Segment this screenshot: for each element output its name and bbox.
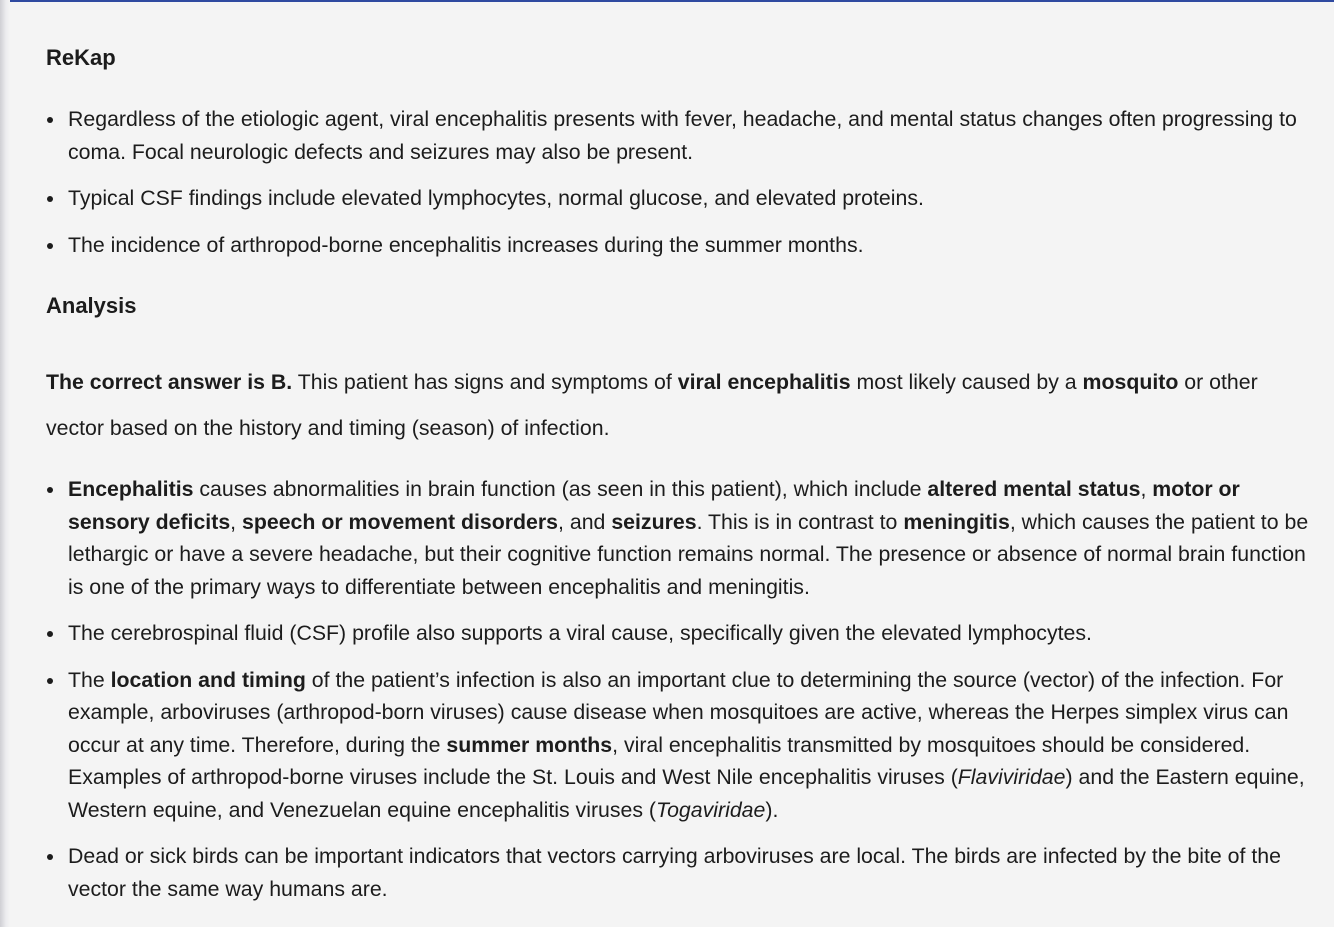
term-motor-sensory-deficits: motor or sensory deficits [68, 477, 1240, 534]
analysis-heading: Analysis [46, 293, 137, 318]
term-mosquito: mosquito [1082, 370, 1179, 394]
analysis-intro-paragraph [46, 359, 1318, 451]
rekap-item: Typical CSF findings include elevated lymphocytes, normal glucose, and elevated proteins. [46, 182, 1318, 215]
rekap-list [46, 103, 1318, 261]
intro-text: most likely caused by a [850, 370, 1083, 394]
term-location-and-timing: location and timing [110, 667, 306, 692]
term-meningitis: meningitis [903, 509, 1010, 534]
term-encephalitis: Encephalitis [68, 477, 194, 501]
analysis-item-encephalitis [46, 473, 1318, 603]
intro-text: This patient has signs and symptoms of [292, 370, 678, 394]
item-text: , which causes the patient to be lethargic or have a severe headache, but their cognitive function remains normal. The presence or absence of normal brain function is one of the primary ways to differentiate between encephalitis and meningitis. [68, 509, 1309, 599]
top-accent-rule [0, 0, 1334, 2]
analysis-item-birds: Dead or sick birds can be important indicators that vectors carrying arboviruses are local. The birds are infected by the bite of the vector the same way humans are. [46, 840, 1318, 905]
item-text: causes abnormalities in brain function (as seen in this patient), which include [193, 477, 928, 501]
intro-text: or other vector based on the history and timing (season) of infection. [46, 370, 1258, 440]
item-text: , [230, 509, 243, 534]
item-text: ). [765, 797, 779, 822]
item-text: The [68, 667, 111, 692]
item-text: , viral encephalitis transmitted by mosquitoes should be considered. Examples of arthropod-borne viruses include the St. Louis and West Nile encephalitis viruses ( [68, 732, 1251, 789]
correct-answer-label: The correct answer is B. [46, 370, 293, 394]
analysis-list [46, 473, 1318, 905]
term-summer-months: summer months [446, 732, 613, 757]
rekap-heading: ReKap [46, 45, 116, 70]
rekap-item: Regardless of the etiologic agent, viral encephalitis presents with fever, headache, and mental status changes often progressing to coma. Focal neurologic defects and seizures may also be present. [46, 103, 1318, 168]
term-speech-movement-disorders: speech or movement disorders [242, 509, 559, 534]
item-text: ) and the Eastern equine, Western equine, and Venezuelan equine encephalitis viruses ( [68, 765, 1305, 822]
term-viral-encephalitis: viral encephalitis [677, 370, 851, 394]
analysis-item-location-timing [46, 664, 1318, 827]
term-togaviridae: Togaviridae [656, 797, 766, 822]
item-text: . This is in contrast to [696, 509, 904, 534]
item-text: of the patient’s infection is also an important clue to determining the source (vector) of the infection. For example, arboviruses (arthropod-born viruses) cause disease when mosquitoes are active, whereas the Herpes simplex virus can occur at any time. Therefore, during the [68, 667, 1289, 757]
rekap-item: The incidence of arthropod-borne encephalitis increases during the summer months. [46, 229, 1318, 262]
term-flaviviridae: Flaviviridae [957, 765, 1066, 789]
term-altered-mental-status: altered mental status [927, 477, 1141, 501]
item-text: , [1140, 477, 1153, 501]
item-text: , and [558, 509, 612, 534]
analysis-item-csf: The cerebrospinal fluid (CSF) profile also supports a viral cause, specifically given the elevated lymphocytes. [46, 617, 1318, 650]
term-seizures: seizures [611, 509, 697, 534]
left-edge-shadow [0, 0, 10, 927]
